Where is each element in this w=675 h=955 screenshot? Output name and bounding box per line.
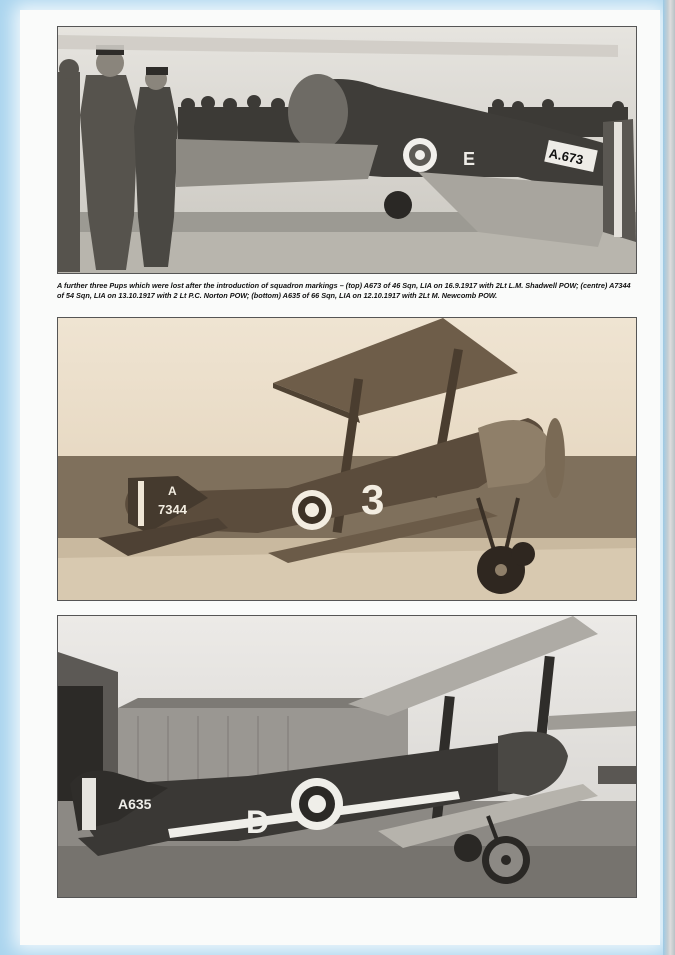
photo-top-a673 [57,26,637,274]
page-edge-shadow [663,0,675,955]
page-sheet [20,10,660,945]
code-letter-bottom: D [246,804,270,840]
photo-top-illustration [58,27,636,273]
serial-label-bottom: A635 [118,796,152,812]
photo-bottom-a635 [57,615,637,898]
photo-bottom-illustration [58,616,636,897]
photo-caption: A further three Pups which were lost after the introduction of squadron markings – (top) A673 of 46 Sqn, LIA on 16.9.1917 with 2Lt L.M. Shadwell POW; (centre) A7344 of 54 Sqn, LIA on 13.10.1917 with 2 Lt P.C. Norton POW; (bottom) A635 of 66 Sqn, LIA on 12.10.1917 with 2Lt M. Newcomb POW. [57,281,631,300]
code-letter-top: E [463,149,476,169]
serial-line1-centre: A [168,484,177,498]
photo-centre-a7344 [57,317,637,601]
serial-line2-centre: 7344 [158,502,187,517]
serial-label-top: A.673 [547,145,585,168]
photo-centre-illustration [58,318,636,600]
code-number-centre: 3 [361,476,385,523]
